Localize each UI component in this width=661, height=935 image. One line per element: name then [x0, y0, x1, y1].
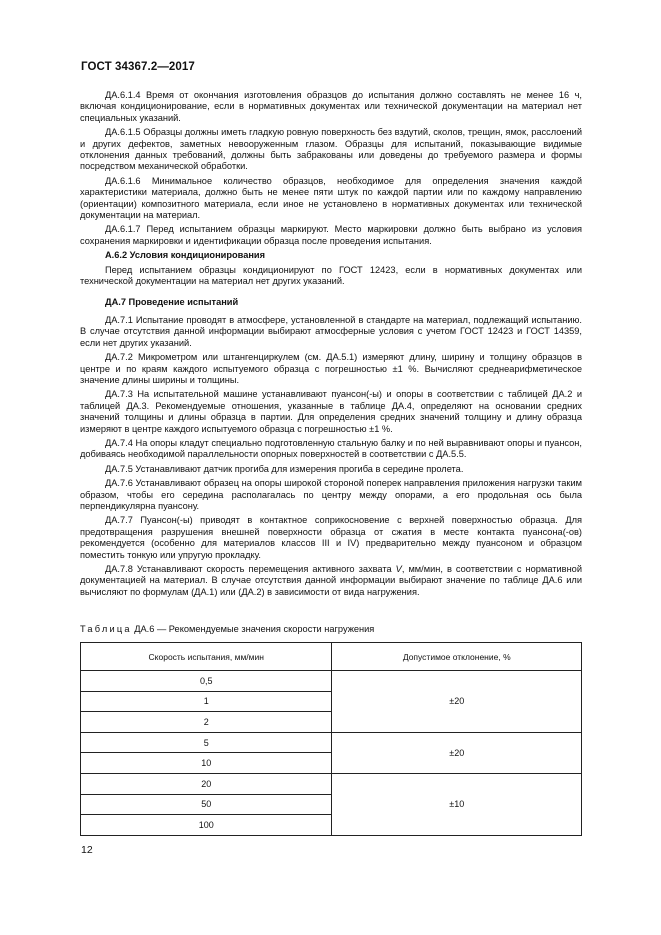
paragraph-da-7-8 — [80, 564, 582, 598]
tolerance-cell: ±10 — [332, 773, 582, 835]
speed-cell: 2 — [81, 712, 332, 733]
paragraph-da-7-5: ДА.7.5 Устанавливают датчик прогиба для измерения прогиба в середине пролета. — [105, 463, 464, 474]
paragraph-da-6-1-5: ДА.6.1.5 Образцы должны иметь гладкую ровную поверхность без вздутий, сколов, трещин, ямок, расслоений и других дефектов, заметных невооруженным глазом. Образцы для испытаний, показывающие видимые отклонения данных требований, должны быть забракованы или доведены до требуемого размера и формы посредством механической обработки. — [80, 127, 582, 172]
document-body — [80, 90, 582, 601]
table-caption-word: Таблица — [80, 624, 132, 634]
table-header-row — [81, 643, 582, 671]
paragraph-da-7-8-start: ДА.7.8 Устанавливают скорость перемещения активного захвата — [105, 564, 396, 575]
paragraph-da-7-7: ДА.7.7 Пуансон(-ы) приводят в контактное соприкосновение с верхней поверхностью образца. Для предотвращения разрушения внешней поверхности образца от сжатия в месте контакта пуансона(-ов) рекомендуется (особенно для материалов классов III и IV) предварительно между пуансоном и образцом поместить тонкую или упругую прокладку. — [80, 515, 582, 560]
subsection-title: А.6.2 Условия кондиционирования — [105, 250, 266, 261]
speed-cell: 5 — [81, 732, 332, 753]
table-caption — [80, 624, 374, 634]
paragraph-da-6-1-7: ДА.6.1.7 Перед испытанием образцы маркируют. Место маркировки должно быть выбрано из условия сохранения маркировки и идентификации образца после проведения испытания. — [80, 224, 582, 246]
speed-cell: 0,5 — [81, 671, 332, 692]
speed-cell: 1 — [81, 691, 332, 712]
paragraph-da-7-3: ДА.7.3 На испытательной машине устанавливают пуансон(-ы) и опоры в соответствии с таблицей ДА.2 и таблицей ДА.3. Рекомендуемые отношения, указанные в таблице ДА.4, определяют на основании средних значений толщины и длины образца в партии. Для определения средних значений толщину и длину образца измеряют в центре каждого испытуемого образца с погрешностью ±1 %. — [80, 389, 582, 434]
paragraph-da-7-1: ДА.7.1 Испытание проводят в атмосфере, установленной в стандарте на материал, подлежащий испытанию. В случае отсутствия данной информации выбирают атмосферные условия с учетом ГОСТ 12423 и ГОСТ 14359, если нет других указаний. — [80, 314, 582, 348]
speed-cell: 20 — [81, 773, 332, 794]
paragraph-da-6-1-4: ДА.6.1.4 Время от окончания изготовления образцов до испытания должно составлять не менее 16 ч, включая кондиционирование, если в нормативных документах или технической документации на материал нет специальных указаний. — [80, 90, 582, 123]
tolerance-cell: ±20 — [332, 732, 582, 773]
paragraph-da-7-6: ДА.7.6 Устанавливают образец на опоры широкой стороной поперек направления приложения нагрузки таким образом, чтобы его середина располагалась по центру между опорами, а его продольная ось была перпендикулярна пуансону. — [80, 478, 582, 511]
paragraph-da-7-8-end: , мм/мин, в соответствии с нормативной документацией на материал. В случае отсутствия данной информации выбирают значение по таблице ДА.6 или вычисляют по формулам (ДА.1) или (ДА.2) в зависимости от вида нагружения. — [80, 564, 582, 597]
table-row — [81, 671, 582, 692]
column-header-tolerance: Допустимое отклонение, % — [332, 643, 582, 671]
table-caption-text: ДА.6 — Рекомендуемые значения скорости нагружения — [131, 624, 375, 634]
tolerance-cell: ±20 — [332, 671, 582, 733]
document-header: ГОСТ 34367.2—2017 — [81, 61, 195, 73]
table-row — [81, 773, 582, 794]
column-header-speed: Скорость испытания, мм/мин — [81, 643, 332, 671]
section-title: ДА.7 Проведение испытаний — [105, 296, 239, 307]
speed-table — [80, 642, 582, 836]
paragraph-da-7-4: ДА.7.4 На опоры кладут специально подготовленную стальную балку и по ней выравнивают опоры и пуансон, добиваясь необходимой параллельности опорных поверхностей в соответствии с ДА.5.5. — [80, 437, 582, 460]
paragraph-da-6-1-6: ДА.6.1.6 Минимальное количество образцов, необходимое для определения значения каждой характеристики материала, должно быть не менее пяти штук по каждой партии или по каждому направлению (ориентации) композитного материала, если иное не установлено в нормативных документах или технической документации на материал. — [80, 175, 582, 221]
speed-variable: V — [395, 564, 402, 575]
table-row — [81, 732, 582, 753]
speed-cell: 100 — [81, 815, 332, 836]
paragraph-da-7-2: ДА.7.2 Микрометром или штангенциркулем (см. ДА.5.1) измеряют длину, ширину и толщину образцов в центре и по краям каждого испытуемого образца с погрешностью ±1 %. Вычисляют среднеарифметическое значение длины ширины и толщины. — [80, 352, 582, 385]
page-number: 12 — [81, 844, 93, 856]
speed-cell: 10 — [81, 753, 332, 774]
speed-cell: 50 — [81, 794, 332, 815]
subsection-text: Перед испытанием образцы кондиционируют по ГОСТ 12423, если в нормативных документах или технической документации на материал нет других указаний. — [80, 264, 582, 287]
